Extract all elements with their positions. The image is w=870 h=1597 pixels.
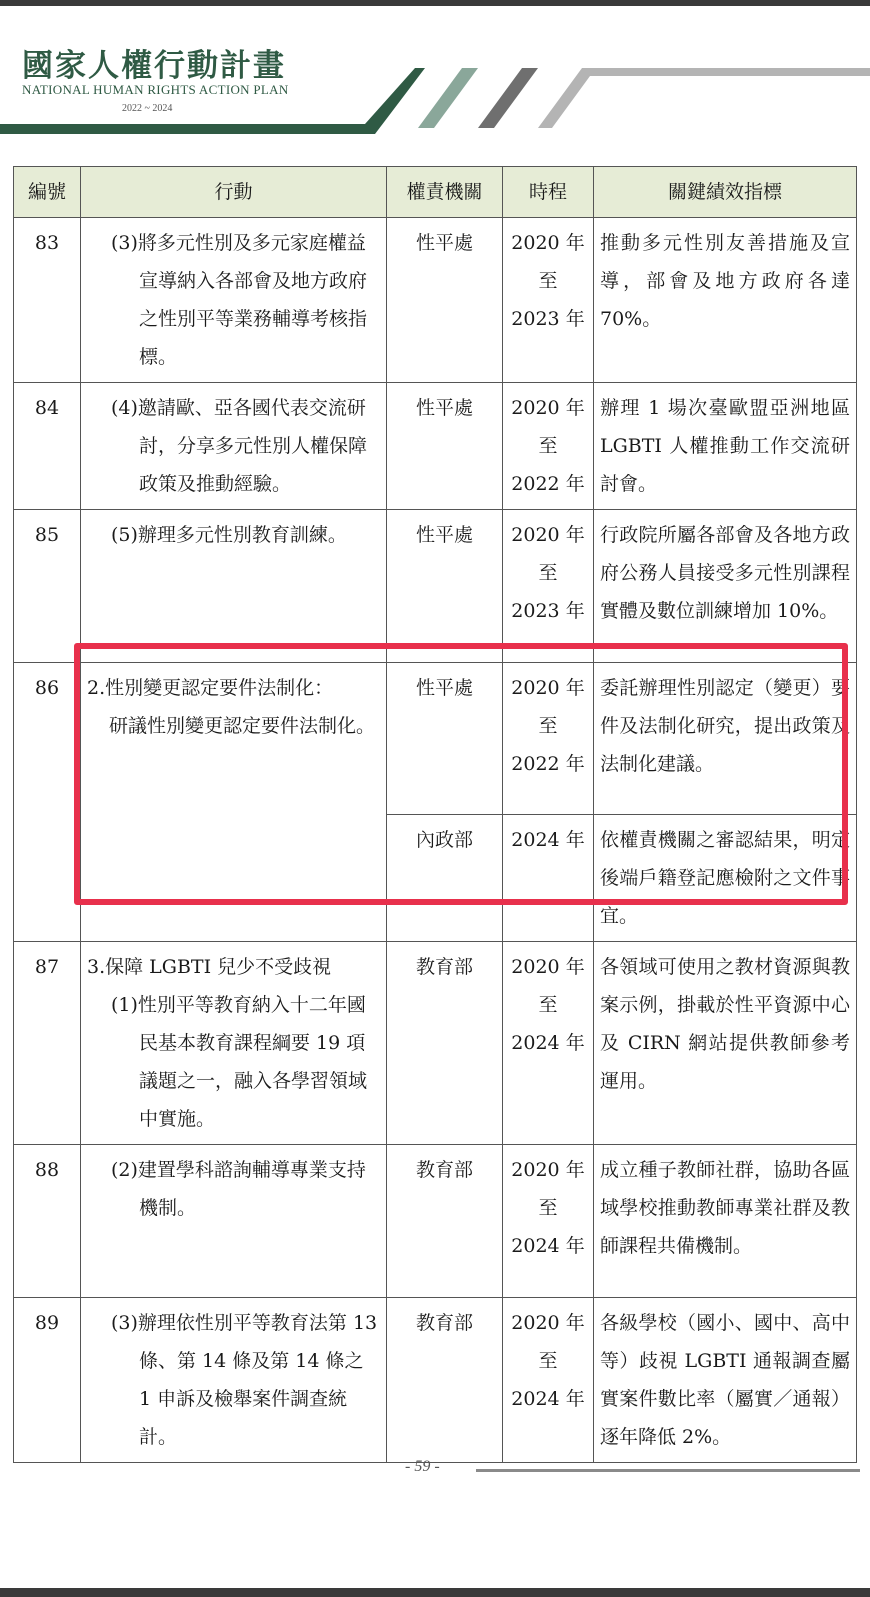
time-start: 2020 年 — [511, 1159, 585, 1181]
header-schedule: 時程 — [503, 167, 594, 218]
row-kpi: 各級學校（國小、國中、高中等）歧視 LGBTI 通報調查屬實案件數比率（屬實／通報）逐年降低 2%。 — [594, 1298, 857, 1463]
action-heading: 2.性別變更認定要件法制化： — [87, 677, 334, 699]
row-number: 89 — [14, 1298, 81, 1463]
time-end: 2024 年 — [511, 1388, 585, 1410]
row-kpi: 各領域可使用之教材資源與教案示例，掛載於性平資源中心及 CIRN 網站提供教師參考運用。 — [594, 942, 857, 1145]
row-number: 83 — [14, 218, 81, 383]
table-row — [14, 218, 857, 383]
action-text: (5)辦理多元性別教育訓練。 — [111, 524, 347, 546]
time-end: 2024 年 — [511, 1235, 585, 1257]
row-number: 84 — [14, 383, 81, 510]
row-schedule — [503, 815, 594, 942]
row-action — [81, 218, 387, 383]
action-plan-table — [13, 166, 857, 1463]
time-end: 2022 年 — [511, 473, 585, 495]
row-schedule — [503, 510, 594, 663]
action-text: (3)將多元性別及多元家庭權益宣導納入各部會及地方政府之性別平等業務輔導考核指標。 — [111, 232, 368, 368]
time-end: 2023 年 — [511, 600, 585, 622]
row-kpi: 推動多元性別友善措施及宣導，部會及地方政府各達 70%。 — [594, 218, 857, 383]
time-start: 2020 年 — [511, 677, 585, 699]
action-text: (3)辦理依性別平等教育法第 13 條、第 14 條及第 14 條之 1 申訴及檢舉案件調查統計。 — [111, 1312, 378, 1448]
row-number: 87 — [14, 942, 81, 1145]
time-to: 至 — [538, 270, 558, 292]
header-agency: 權責機關 — [387, 167, 503, 218]
action-text: (4)邀請歐、亞各國代表交流研討，分享多元性別人權保障政策及推動經驗。 — [111, 397, 368, 495]
row-action — [81, 383, 387, 510]
row-agency: 性平處 — [387, 510, 503, 663]
time-end: 2024 年 — [511, 1032, 585, 1054]
light-green-stripe — [418, 68, 478, 128]
row-action — [81, 1298, 387, 1463]
action-text: 研議性別變更認定要件法制化。 — [109, 715, 376, 737]
time-to: 至 — [538, 994, 558, 1016]
header-action: 行動 — [81, 167, 387, 218]
row-schedule — [503, 218, 594, 383]
row-action — [81, 663, 387, 942]
row-agency: 教育部 — [387, 1298, 503, 1463]
time-start: 2020 年 — [511, 524, 585, 546]
page-number: - 59 - — [405, 1458, 440, 1475]
time-start: 2020 年 — [511, 232, 585, 254]
row-kpi: 委託辦理性別認定（變更）要件及法制化研究，提出政策及法制化建議。 — [594, 663, 857, 815]
time-end: 2022 年 — [511, 753, 585, 775]
time-to: 至 — [538, 1350, 558, 1372]
table-row — [14, 1298, 857, 1463]
row-schedule — [503, 1298, 594, 1463]
time-to: 至 — [538, 715, 558, 737]
row-agency: 內政部 — [387, 815, 503, 942]
light-gray-stripe — [538, 68, 870, 128]
row-kpi: 辦理 1 場次臺歐盟亞洲地區 LGBTI 人權推動工作交流研討會。 — [594, 383, 857, 510]
row-kpi: 成立種子教師社群，協助各區域學校推動教師專業社群及教師課程共備機制。 — [594, 1145, 857, 1298]
row-number: 86 — [14, 663, 81, 942]
row-action — [81, 942, 387, 1145]
row-agency: 性平處 — [387, 383, 503, 510]
time-to: 至 — [538, 435, 558, 457]
row-agency: 教育部 — [387, 942, 503, 1145]
document-header — [0, 6, 870, 146]
action-heading: 3.保障 LGBTI 兒少不受歧視 — [87, 956, 332, 978]
row-number: 85 — [14, 510, 81, 663]
time-start: 2020 年 — [511, 956, 585, 978]
row-agency: 性平處 — [387, 218, 503, 383]
footer-divider — [476, 1469, 860, 1472]
row-action — [81, 510, 387, 663]
row-schedule — [503, 383, 594, 510]
table-row — [14, 383, 857, 510]
time-to: 至 — [538, 1197, 558, 1219]
gray-stripe — [478, 68, 538, 128]
row-number: 88 — [14, 1145, 81, 1298]
plan-title: 國家人權行動計畫 — [22, 48, 286, 84]
action-text: (1)性別平等教育納入十二年國民基本教育課程綱要 19 項議題之一，融入各學習領域中實施。 — [111, 994, 368, 1130]
header-kpi: 關鍵績效指標 — [594, 167, 857, 218]
row-schedule — [503, 1145, 594, 1298]
table-header-row — [14, 167, 857, 218]
time-start: 2020 年 — [511, 397, 585, 419]
table-row — [14, 663, 857, 815]
time-start: 2024 年 — [511, 829, 585, 851]
time-start: 2020 年 — [511, 1312, 585, 1334]
table-row — [14, 510, 857, 663]
bottom-bar — [0, 1588, 870, 1597]
plan-subtitle: NATIONAL HUMAN RIGHTS ACTION PLAN — [22, 82, 289, 97]
plan-years: 2022 ~ 2024 — [122, 103, 173, 114]
table-row — [14, 1145, 857, 1298]
row-schedule — [503, 663, 594, 815]
time-to: 至 — [538, 562, 558, 584]
header-number: 編號 — [14, 167, 81, 218]
row-action — [81, 1145, 387, 1298]
action-text: (2)建置學科諮詢輔導專業支持機制。 — [111, 1159, 366, 1219]
row-agency: 性平處 — [387, 663, 503, 815]
row-schedule — [503, 942, 594, 1145]
time-end: 2023 年 — [511, 308, 585, 330]
table-row — [14, 942, 857, 1145]
row-kpi: 依權責機關之審認結果，明定後端戶籍登記應檢附之文件事宜。 — [594, 815, 857, 942]
row-kpi: 行政院所屬各部會及各地方政府公務人員接受多元性別課程實體及數位訓練增加 10%。 — [594, 510, 857, 663]
row-agency: 教育部 — [387, 1145, 503, 1298]
